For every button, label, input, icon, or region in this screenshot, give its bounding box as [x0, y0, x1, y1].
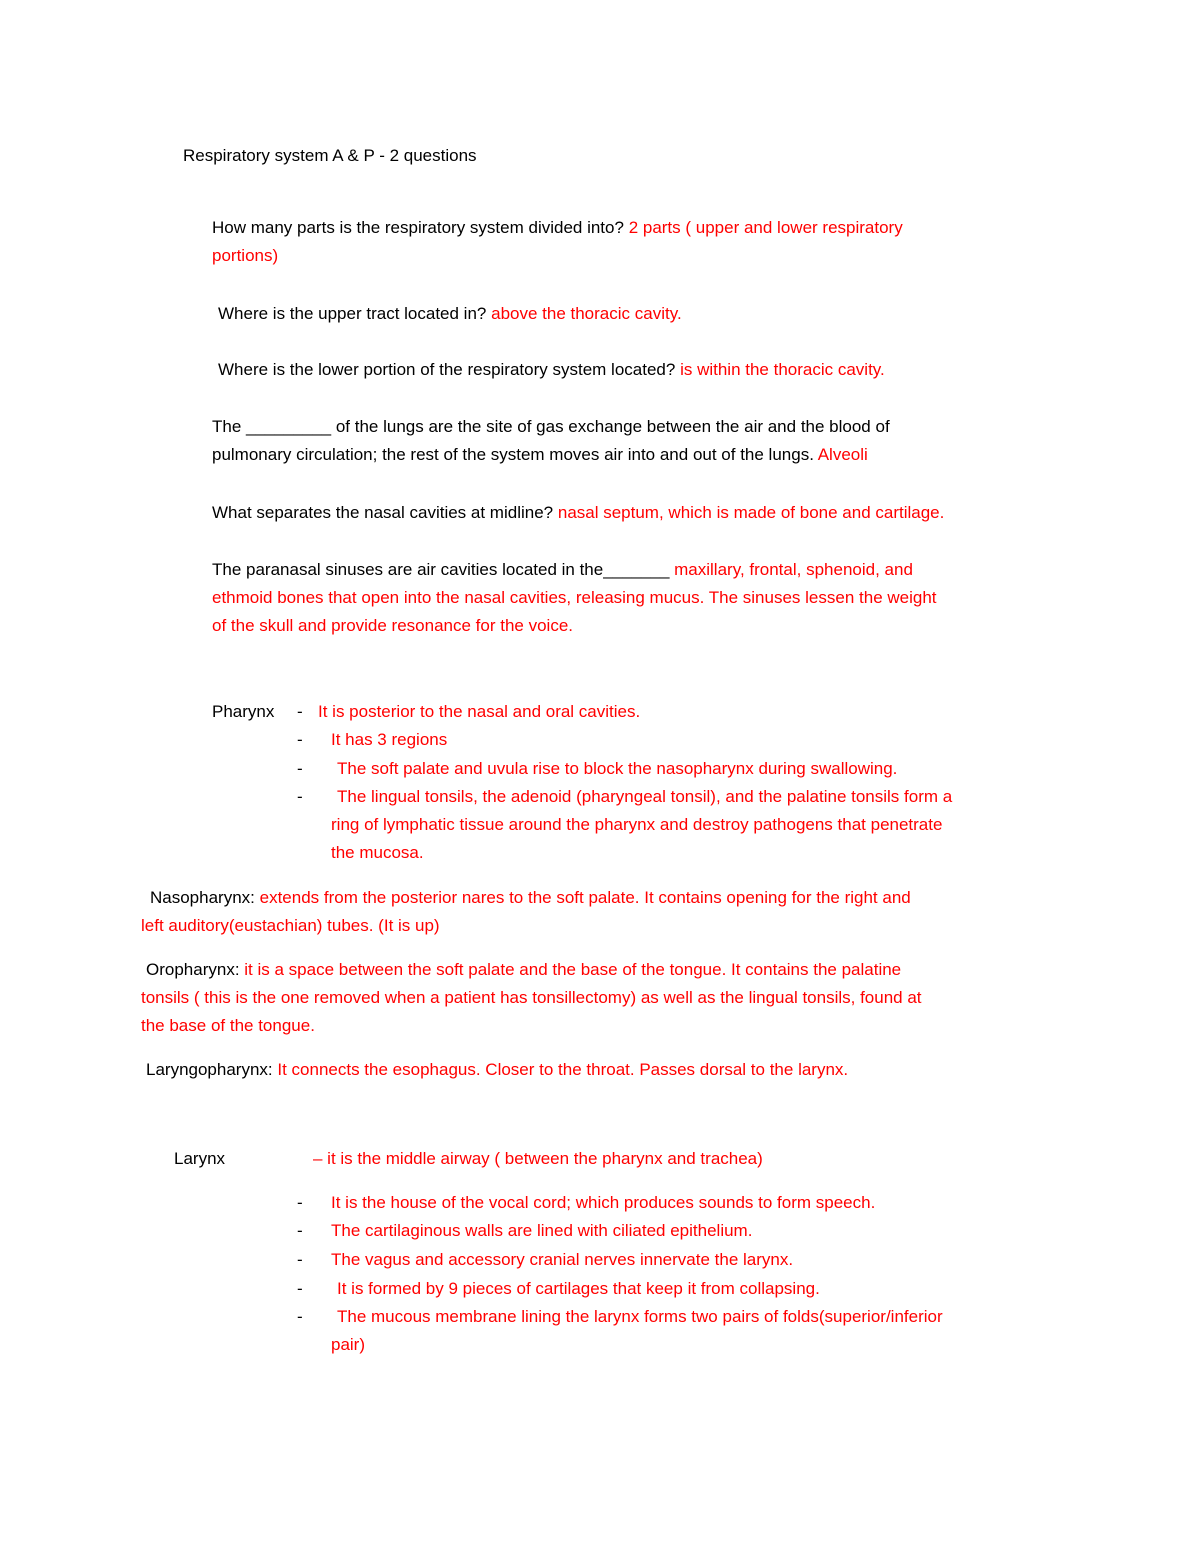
answer-text: is within the thoracic cavity. — [680, 360, 885, 379]
bullet-dash: - — [297, 1250, 303, 1269]
bullet-dash: - — [297, 1307, 303, 1326]
list-item: The lingual tonsils, the adenoid (pharyngeal tonsil), and the palatine tonsils form a — [337, 787, 953, 806]
question-text: pulmonary circulation; the rest of the system moves air into and out of the lungs. — [212, 445, 814, 464]
list-item: It is formed by 9 pieces of cartilages that keep it from collapsing. — [337, 1279, 820, 1298]
question-upper-tract — [218, 303, 682, 325]
question-parts — [212, 217, 903, 239]
answer-text: above the thoracic cavity. — [491, 304, 682, 323]
oropharynx-entry — [146, 959, 901, 981]
answer-text-cont: portions) — [212, 246, 279, 265]
laryngopharynx-entry — [146, 1059, 848, 1081]
question-text: The paranasal sinuses are air cavities located in the_______ — [212, 560, 670, 579]
answer-text-cont: ethmoid bones that open into the nasal cavities, releasing mucus. The sinuses lessen the weight — [212, 588, 937, 607]
laryngopharynx-text: It connects the esophagus. Closer to the throat. Passes dorsal to the larynx. — [277, 1060, 849, 1079]
answer-text: nasal septum, which is made of bone and cartilage. — [557, 503, 945, 522]
bullet-dash: - — [297, 759, 303, 778]
nasopharynx-text-cont: left auditory(eustachian) tubes. (It is up) — [141, 916, 440, 935]
nasopharynx-text: extends from the posterior nares to the soft palate. It contains opening for the right and — [259, 888, 911, 907]
list-item-cont: the mucosa. — [331, 843, 424, 862]
oropharynx-text: it is a space between the soft palate and the base of the tongue. It contains the palatine — [244, 960, 902, 979]
nasopharynx-label: Nasopharynx: — [150, 888, 255, 907]
question-alveoli-line2 — [212, 444, 868, 466]
list-item: The mucous membrane lining the larynx forms two pairs of folds(superior/inferior — [337, 1307, 943, 1326]
question-text: How many parts is the respiratory system divided into? — [212, 218, 624, 237]
question-text: Where is the upper tract located in? — [218, 304, 487, 323]
laryngopharynx-label: Laryngopharynx: — [146, 1060, 273, 1079]
oropharynx-label: Oropharynx: — [146, 960, 240, 979]
question-nasal-septum — [212, 502, 944, 524]
question-text: Where is the lower portion of the respiratory system located? — [218, 360, 676, 379]
list-item: It is the house of the vocal cord; which produces sounds to form speech. — [331, 1193, 876, 1212]
answer-text: 2 parts ( upper and lower respiratory — [628, 218, 903, 237]
oropharynx-text-cont: the base of the tongue. — [141, 1016, 315, 1035]
larynx-description: – it is the middle airway ( between the pharynx and trachea) — [313, 1149, 763, 1168]
question-text: What separates the nasal cavities at midline? — [212, 503, 554, 522]
list-item: The soft palate and uvula rise to block the nasopharynx during swallowing. — [337, 759, 898, 778]
answer-text: Alveoli — [817, 445, 868, 464]
bullet-dash: - — [297, 787, 303, 806]
bullet-dash: - — [297, 1279, 303, 1298]
list-item: The vagus and accessory cranial nerves innervate the larynx. — [331, 1250, 794, 1269]
bullet-dash: - — [297, 702, 303, 721]
answer-text-cont: of the skull and provide resonance for the voice. — [212, 616, 573, 635]
answer-text: maxillary, frontal, sphenoid, and — [674, 560, 913, 579]
oropharynx-text-cont: tonsils ( this is the one removed when a patient has tonsillectomy) as well as the lingual tonsils, found at — [141, 988, 922, 1007]
larynx-heading: Larynx — [174, 1149, 226, 1168]
list-item-cont: pair) — [331, 1335, 366, 1354]
pharynx-description: It is posterior to the nasal and oral cavities. — [318, 702, 641, 721]
page-title: Respiratory system A & P - 2 questions — [183, 146, 477, 165]
bullet-dash: - — [297, 1193, 303, 1212]
question-alveoli-line1: The _________ of the lungs are the site of gas exchange between the air and the blood of — [212, 417, 890, 436]
question-paranasal-sinuses — [212, 559, 913, 581]
list-item: The cartilaginous walls are lined with ciliated epithelium. — [331, 1221, 753, 1240]
nasopharynx-entry — [150, 887, 911, 909]
list-item-cont: ring of lymphatic tissue around the pharynx and destroy pathogens that penetrate — [331, 815, 943, 834]
pharynx-heading: Pharynx — [212, 702, 275, 721]
bullet-dash: - — [297, 1221, 303, 1240]
question-lower-portion — [218, 359, 885, 381]
list-item: It has 3 regions — [331, 730, 448, 749]
bullet-dash: - — [297, 730, 303, 749]
